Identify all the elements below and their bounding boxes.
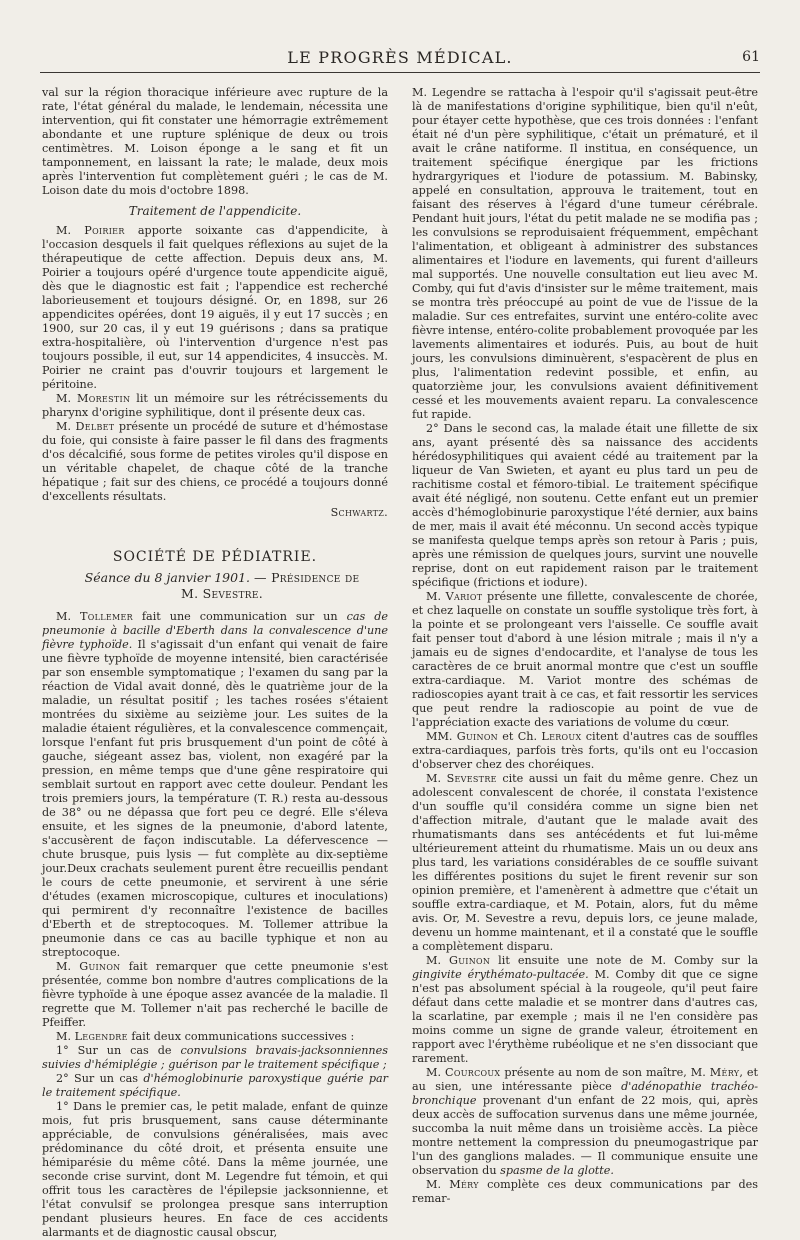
paragraph-first-case: 1° Dans le premier cas, le petit malade, enfant de quinze mois, fut pris brusquement, sans cause déterminante appréciable, de convulsions généralisées, mais avec prédominance du côté droit, et présenta ensuite une hémiparésie du même côté. Dans la même journée, une seconde crise survint, dont M. Legendre fut témoin, et qui offrit tous les caractères de l'épilepsie jacksonnienne, et l'état convulsif se prolongea presque sans interruption pendant plusieurs heures. En face de ces accidents alarmants et de diagnostic causal obscur,: [42, 1100, 388, 1239]
paragraph-legendre-text: fait deux communications successives :: [127, 1030, 355, 1043]
subsection-title-appendicite: Traitement de l'appendicite.: [128, 204, 302, 218]
page-number: 61: [742, 49, 760, 65]
paragraph-courcoux-intro: présente au nom de son maître, M.: [500, 1066, 710, 1079]
paragraph-guinon-leroux: MM. Guinon et Ch. Leroux citent d'autres cas de souffles extra-cardiaques, parfois très forts, qu'ils ont eu l'occasion d'observer chez des choréiques.: [412, 730, 759, 771]
paragraph-tollemer: M. Tollemer fait une communication sur un cas de pneumonie à bacille d'Eberth dans la convalescence d'une fièvre typhoïde. Il s'agissait d'un enfant qui venait de faire une fièvre typhoïde de moyenne intensité, bien caractérisée par son ensemble symptomatique ; l'examen du sang par la réaction de Vidal avait donné, dès le quatrième jour de la maladie, un résultat positif ; les taches rosées s'étaient montrées du sixième au seizième jour. Les suites de la maladie étaient régulières, et la convalescence commençait, lorsque l'enfant fut pris brusquement d'un point de côté à gauche, siégeant assez bas, violent, non exagéré par la pression, en même temps que d'une gêne respiratoire qui semblait surtout en rapport avec cette douleur. Pendant les trois premiers jours, la température (T. R.) resta au-dessous de 38° ou ne dépassa que fort peu ce degré. Elle s'éleva ensuite, et les signes de la pneumonie, d'abord latente, s'accusèrent de façon indiscutable. La défervescence — chute brusque, puis lysis — fut complète au dix-septième jour.Deux crachats seulement purent être recueillis pendant le cours de cette pneumonie, et servirent à une série d'études (examen microscopique, cultures et inoculations) qui permirent d'y reconnaître l'existence de bacilles d'Eberth et de streptocoques. M. Tollemer attribue la pneumonie dans ce cas au bacille typhique et non au streptocoque.: [42, 610, 389, 959]
author-delbet: Delbet: [75, 420, 115, 433]
list-item-2-topic: d'hémoglobinurie paroxystique guérie par le traitement spécifique.: [42, 1072, 388, 1099]
paragraph-guinon-text: fait remarquer que cette pneumonie s'est présentée, comme bon nombre d'autres complications de la fièvre typhoïde à une époque assez avancée de la maladie. Il regrette que M. Tollemer n'ait pas recherché le bacille de Pfeiffer.: [42, 960, 388, 1029]
author-guinon-3: Guinon: [449, 954, 491, 967]
paragraph-delbet: M. Delbet présente un procédé de suture et d'hémostase du foie, qui consiste à faire passer le fil dans des fragments d'os décalcifié, sous forme de petites viroles qu'il dispose en un véritable chapelet, de chaque côté de la tranche hépatique ; fait sur des chiens, ce procédé a toujours donné d'excellents résultats.: [42, 420, 388, 503]
author-legendre: Legendre: [74, 1030, 128, 1043]
paragraph-guinon-comby-intro: lit ensuite une note de M. Comby sur la: [490, 954, 758, 967]
right-column: [412, 86, 758, 1206]
list-item-1-prefix: 1° Sur un cas de: [56, 1044, 181, 1057]
paragraph-mery: M. Méry complète ces deux communications par des remar-: [412, 1178, 758, 1205]
paragraph-guinon-comby: M. Guinon lit ensuite une note de M. Comby sur la gingivite érythémato-pultacée. M. Comby dit que ce signe n'est pas absolument spécial à la rougeole, qu'il peut faire défaut dans cette maladie et se montrer dans d'autres cas, la scarlatine, par exemple ; mais il ne l'en considère pas moins comme un signe de grande valeur, étroitement en rapport avec l'érythème rubéolique et ne s'en dissociant que rarement.: [412, 954, 758, 1065]
paragraph-mery-text: complète ces deux communications par des remar-: [412, 1178, 758, 1205]
paragraph-legendre-continued: M. Legendre se rattacha à l'espoir qu'il s'agissait peut-être là de manifestations d'origine syphilitique, bien qu'il n'eût, pour étayer cette hypothèse, que ces trois données : l'enfant était né d'un père syphilitique, c'était un prématuré, et il avait le crâne natiforme. Il institua, en conséquence, un traitement spécifique énergique par les frictions hydrargyriques et l'iodure de potassium. M. Babinsky, appelé en consultation, approuva le traitement, tout en faisant des réserves à l'égard d'une tumeur cérébrale. Pendant huit jours, l'état du petit malade ne se modifia pas ; les convulsions se reproduisaient fréquemment, empêchant l'alimentation, et obligeant à administrer des substances alimentaires et l'iodure en lavements, qui furent d'ailleurs mal supportés. Une nouvelle consultation eut lieu avec M. Comby, qui fut d'avis d'insister sur le même traitement, mais se montra très préoccupé au point de vue de l'issue de la maladie. Sur ces entrefaites, survint une entéro-colite avec fièvre intense, entéro-colite probablement provoquée par les lavements alimentaires et iodurés. Puis, au bout de huit jours, les convulsions diminuèrent, s'espacèrent de plus en plus, l'alimentation redevint possible, et enfin, au quatorzième jour, les convulsions avaient définitivement cessé et les mouvements avaient reparu. La convalescence fut rapide.: [412, 86, 758, 421]
author-poirier: Poirier: [84, 224, 125, 237]
conjunction: et Ch.: [497, 730, 542, 743]
paragraph-guinon-leroux-text: citent d'autres cas de souffles extra-cardiaques, parfois très forts, qu'ils ont eu l'occasion d'observer chez des choréiques.: [412, 730, 759, 771]
paragraph-tollemer-topic: cas de pneumonie à bacille d'Eberth dans la convalescence d'une fièvre typhoïde.: [42, 610, 388, 651]
paragraph-courcoux-mid: , et au sien, une intéressante pièce: [412, 1066, 759, 1093]
session-president: M. Sevestre.: [180, 586, 264, 601]
signature-schwartz: Schwartz.: [330, 506, 388, 519]
page-header: [40, 46, 760, 73]
paragraph-delbet-text: présente un procédé de suture et d'hémostase du foie, qui consiste à faire passer le fil dans des fragments d'os décalcifié, sous forme de petites viroles qu'il dispose en un véritable chapelet, de chaque côté de la tranche hépatique ; fait sur des chiens, ce procédé a toujours donné d'excellents résultats.: [42, 420, 388, 503]
paragraph-variot-text: présente une fillette, convalescente de chorée, et chez laquelle on constate un souffle systolique très fort, à la pointe et se prolongeant vers l'aisselle. Ce souffle avait fait penser tout d'abord à une lésion mitrale ; mais il n'y a jamais eu de signes d'endocardite, et l'analyse de tous les caractères de ce bruit anormal montre que c'est un souffle extra-cardiaque. M. Variot montre des schémas de radioscopies ayant trait à ce cas, et fait ressortir les services que peut rendre la radioscopie au point de vue de l'appréciation exacte des variations de volume du cœur.: [412, 590, 758, 729]
author-morestin: Morestin: [77, 392, 131, 405]
author-leroux: Leroux: [541, 730, 582, 743]
list-item-2: [42, 1072, 388, 1100]
paragraph-guinon-comby-text: M. Comby dit que ce signe n'est pas absolument spécial à la rougeole, qu'il peut faire défaut dans cette maladie et se montrer dans d'autres cas, la scarlatine, par exemple ; mais il ne l'en considère pas moins comme un signe de grande valeur, étroitement en rapport avec l'érythème rubéolique et ne s'en dissociant que rarement.: [412, 968, 758, 1065]
list-item-1: [42, 1044, 388, 1072]
paragraph-loison-case: val sur la région thoracique inférieure avec rupture de la rate, l'état général du malade, le lendemain, nécessita une intervention, qui fit constater une hémorragie extrêmement abondante et une rupture splénique de deux ou trois centimètres. M. Loison éponge a le sang et fit un tamponnement, en laissant la rate; le malade, deux mois après l'intervention fut complètement guéri ; le cas de M. Loison date du mois d'octobre 1898.: [42, 86, 388, 197]
author-guinon-2: Guinon: [456, 730, 498, 743]
paragraph-tollemer-intro: fait une communication sur un: [132, 610, 347, 623]
author-mery: Méry: [709, 1066, 740, 1079]
paragraph-morestin: M. Morestin lit un mémoire sur les rétrécissements du pharynx d'origine syphilitique, dont il présente deux cas.: [42, 392, 388, 419]
session-presidence: — Présidence de: [254, 570, 360, 585]
paragraph-courcoux: M. Courcoux présente au nom de son maître, M. Méry, et au sien, une intéressante pièce d'adénopathie trachéo-bronchique provenant d'un enfant de 22 mois, qui, après deux accès de suffocation survenus dans une même journée, succomba la nuit même dans un troisième accès. La pièce montre nettement la compression du pneumogastrique par l'un des ganglions malades. — Il communique ensuite une observation du spasme de la glotte.: [412, 1066, 759, 1177]
paragraph-second-case: 2° Dans le second cas, la malade était une fillette de six ans, ayant présenté dès sa naissance des accidents hérédosyphilitiques qui avaient cédé au traitement par la liqueur de Van Swieten, et ayant eu plus tard un peu de rachitisme costal et fémoro-tibial. Le traitement spécifique avait été négligé, non soutenu. Cette enfant eut un premier accès d'hémoglobinurie paroxystique l'été dernier, aux bains de mer, mais il avait été méconnu. Un second accès typique se manifesta quelque temps après son retour à Paris ; puis, après une rémission de quelques jours, survint une nouvelle reprise, dont on eut rapidement raison par le traitement spécifique (frictions et iodure).: [412, 422, 758, 589]
journal-title: LE PROGRÈS MÉDICAL.: [287, 48, 513, 67]
author-variot: Variot: [445, 590, 483, 603]
author-mery-2: Méry: [449, 1178, 479, 1191]
list-item-2-prefix: 2° Sur un cas: [56, 1072, 144, 1085]
author-guinon: Guinon: [79, 960, 121, 973]
author-sevestre: Sevestre: [446, 772, 497, 785]
paragraph-sevestre-text: cite aussi un fait du même genre. Chez un adolescent convalescent de chorée, il constata l'existence d'un souffle qu'il considéra comme un signe bien net d'affection mitrale, d'autant que le malade avait des rhumatismants dans ses antécédents et fut lui-même ultérieurement atteint du rhumatisme. Mais un ou deux ans plus tard, les variations considérables de ce souffle suivant les différentes positions du sujet le firent revenir sur son opinion première, et l'amenèrent à admettre que c'était un souffle extra-cardiaque, et M. Potain, alors, fut du même avis. Or, M. Sevestre a revu, depuis lors, ce jeune malade, devenu un homme maintenant, et il a constaté que le souffle a complètement disparu.: [412, 772, 758, 953]
author-courcoux: Courcoux: [445, 1066, 501, 1079]
paragraph-guinon-comby-topic: gingivite érythémato-pultacée.: [412, 968, 589, 981]
list-item-1-topic: convulsions bravais-jacksonniennes suivies d'hémiplégie ; guérison par le traitement spécifique ;: [42, 1044, 388, 1071]
paragraph-courcoux-topic: d'adénopathie trachéo-bronchique: [412, 1080, 758, 1107]
paragraph-morestin-text: lit un mémoire sur les rétrécissements du pharynx d'origine syphilitique, dont il présente deux cas.: [42, 392, 388, 419]
section-title-pediatrie: SOCIÉTÉ DE PÉDIATRIE.: [112, 549, 318, 565]
paragraph-variot: M. Variot présente une fillette, convalescente de chorée, et chez laquelle on constate un souffle systolique très fort, à la pointe et se prolongeant vers l'aisselle. Ce souffle avait fait penser tout d'abord à une lésion mitrale ; mais il n'y a jamais eu de signes d'endocardite, et l'analyse de tous les caractères de ce bruit anormal montre que c'est un souffle extra-cardiaque. M. Variot montre des schémas de radioscopies ayant trait à ce cas, et fait ressortir les services que peut rendre la radioscopie au point de vue de l'appréciation exacte des variations de volume du cœur.: [412, 590, 758, 729]
paragraph-poirier-text: apporte soixante cas d'appendicite, à l'occasion desquels il fait quelques réflexions au sujet de la thérapeutique de cette affection. Depuis deux ans, M. Poirier a toujours opéré d'urgence toute appendicite aiguë, dès que le diagnostic est fait ; l'appendice est recherché laborieusement et toujours désigné. Or, en 1898, sur 26 appendicites opérées, dont 19 aiguës, il y eut 17 succès ; en 1900, sur 20 cas, il y eut 19 guérisons ; dans sa pratique extra-hospitalière, où l'intervention d'urgence n'est pas toujours possible, il eut, sur 14 appendicites, 4 insuccès. M. Poirier ne craint pas d'ouvrir toujours et largement le péritoine.: [42, 224, 388, 391]
author-tollemer: Tollemer: [79, 610, 133, 623]
paragraph-legendre: M. Legendre fait deux communications successives :: [56, 1030, 355, 1043]
paragraph-poirier: M. Poirier apporte soixante cas d'appendicite, à l'occasion desquels il fait quelques réflexions au sujet de la thérapeutique de cette affection. Depuis deux ans, M. Poirier a toujours opéré d'urgence toute appendicite aiguë, dès que le diagnostic est fait ; l'appendice est recherché laborieusement et toujours désigné. Or, en 1898, sur 26 appendicites opérées, dont 19 aiguës, il y eut 17 succès ; en 1900, sur 20 cas, il y eut 19 guérisons ; dans sa pratique extra-hospitalière, où l'intervention d'urgence n'est pas toujours possible, il eut, sur 14 appendicites, 4 insuccès. M. Poirier ne craint pas d'ouvrir toujours et largement le péritoine.: [42, 224, 388, 391]
paragraph-sevestre: M. Sevestre cite aussi un fait du même genre. Chez un adolescent convalescent de chorée, il constata l'existence d'un souffle qu'il considéra comme un signe bien net d'affection mitrale, d'autant que le malade avait des rhumatismants dans ses antécédents et fut lui-même ultérieurement atteint du rhumatisme. Mais un ou deux ans plus tard, les variations considérables de ce souffle suivant les différentes positions du sujet le firent revenir sur son opinion première, et l'amenèrent à admettre que c'était un souffle extra-cardiaque, et M. Potain, alors, fut du même avis. Or, M. Sevestre a revu, depuis lors, ce jeune malade, devenu un homme maintenant, et il a constaté que le souffle a complètement disparu.: [412, 772, 758, 953]
session-line: [42, 570, 388, 586]
paragraph-courcoux-topic-2: spasme de la glotte.: [500, 1164, 614, 1177]
paragraph-guinon: M. Guinon fait remarquer que cette pneumonie s'est présentée, comme bon nombre d'autres complications de la fièvre typhoïde à une époque assez avancée de la maladie. Il regrette que M. Tollemer n'ait pas recherché le bacille de Pfeiffer.: [42, 960, 388, 1029]
left-column: [42, 86, 388, 1240]
paragraph-courcoux-text: provenant d'un enfant de 22 mois, qui, après deux accès de suffocation survenus dans une même journée, succomba la nuit même dans un troisième accès. La pièce montre nettement la compression du pneumogastrique par l'un des ganglions malades. — Il communique ensuite une observation du: [412, 1094, 758, 1177]
paragraph-tollemer-text: Il s'agissait d'un enfant qui venait de faire une fièvre typhoïde de moyenne intensité, bien caractérisée par son ensemble symptomatique ; l'examen du sang par la réaction de Vidal avait donné, dès le quatrième jour de la maladie, un résultat positif ; les taches rosées s'étaient montrées du sixième au seizième jour. Les suites de la maladie étaient régulières, et la convalescence commençait, lorsque l'enfant fut pris brusquement d'un point de côté à gauche, siégeant assez bas, violent, non exagéré par la pression, en même temps que d'une gêne respiratoire qui semblait surtout en rapport avec cette douleur. Pendant les trois premiers jours, la température (T. R.) resta au-dessous de 38° ou ne dépassa que fort peu ce degré. Elle s'éleva ensuite, et les signes de la pneumonie, d'abord latente, s'accusèrent de façon indiscutable. La défervescence — chute brusque, puis lysis — fut complète au dix-septième jour.Deux crachats seulement purent être recueillis pendant le cours de cette pneumonie, et servirent à une série d'études (examen microscopique, cultures et inoculations) qui permirent d'y reconnaître l'existence de bacilles d'Eberth et de streptocoques. M. Tollemer attribue la pneumonie dans ce cas au bacille typhique et non au streptocoque.: [42, 638, 389, 959]
session-date: Séance du 8 janvier 1901.: [84, 570, 251, 585]
